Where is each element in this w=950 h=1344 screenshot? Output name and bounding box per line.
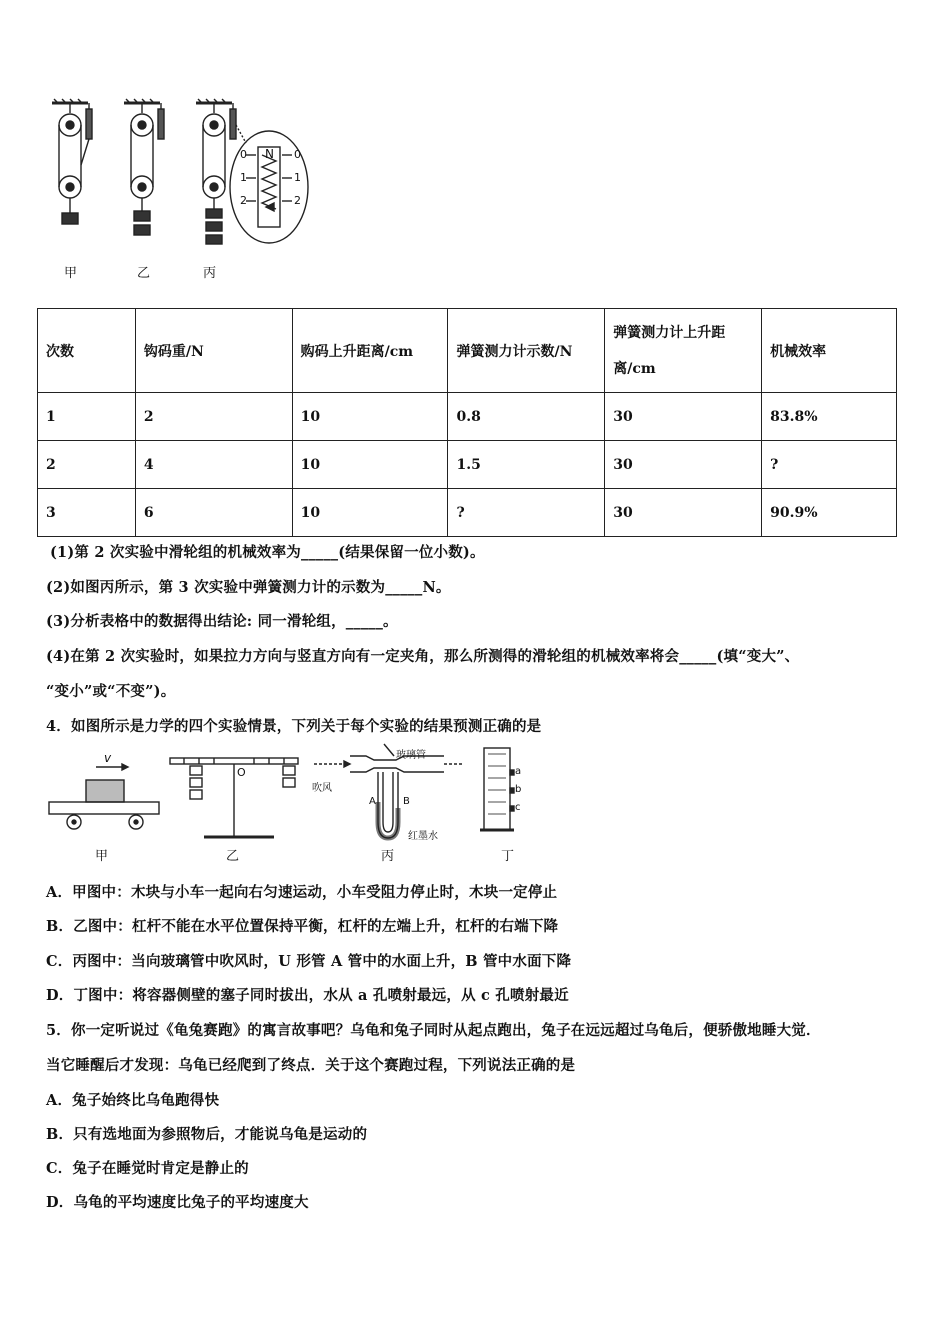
table-header-cell: 弹簧测力计上升距离/cm: [605, 309, 762, 393]
red-water-label: 红墨水: [408, 831, 438, 842]
q5-option-b: B．只有选地面为参照物后，才能说乌龟是运动的: [46, 1126, 368, 1143]
q4-stem: 4．如图所示是力学的四个实验情景，下列关于每个实验的结果预测正确的是: [46, 718, 542, 735]
q4-figure: [44, 742, 544, 867]
table-cell: 0.8: [448, 393, 605, 441]
q5-option-a: A．兔子始终比乌龟跑得快: [46, 1092, 220, 1109]
table-cell: 30: [605, 441, 762, 489]
table-cell: 2: [135, 393, 292, 441]
table-cell: 4: [135, 441, 292, 489]
q3-sub-1: (1)第 2 次实验中滑轮组的机械效率为_____(结果保留一位小数)。: [50, 544, 485, 561]
table-header-cell: 购码上升距离/cm: [292, 309, 448, 393]
scale-tick-right-1: 1: [294, 171, 301, 184]
table-cell: 2: [38, 441, 136, 489]
q5-option-c: C．兔子在睡觉时肯定是静止的: [46, 1160, 249, 1177]
scale-tick-left-0: 0: [240, 148, 247, 161]
cart-diagram: [49, 764, 159, 829]
q5-option-d: D．乌龟的平均速度比兔子的平均速度大: [46, 1194, 309, 1211]
q5-stem-line1: 5．你一定听说过《龟兔赛跑》的寓言故事吧？乌龟和兔子同时从起点跑出，兔子在远远超过乌龟后，便骄傲地睡大觉．: [46, 1022, 821, 1039]
table-cell: 30: [605, 489, 762, 537]
water-container-diagram: [480, 748, 514, 830]
table-cell: 1: [38, 393, 136, 441]
hole-b-label: b: [515, 784, 522, 795]
q3-sub-2: (2)如图丙所示，第 3 次实验中弹簧测力计的示数为_____N。: [46, 579, 451, 596]
q4-caption-jia: 甲: [95, 849, 109, 864]
q3-sub-4-cont: “变小”或“不变”)。: [46, 683, 176, 700]
table-cell: 10: [292, 393, 448, 441]
q4-option-d: D．丁图中：将容器侧壁的塞子同时拔出，水从 a 孔喷射最远，从 c 孔喷射最近: [46, 987, 569, 1004]
table-header-cell: 机械效率: [762, 309, 897, 393]
table-cell: 90.9%: [762, 489, 897, 537]
hole-a-label: a: [515, 766, 522, 777]
scale-tick-right-0: 0: [294, 148, 301, 161]
pulley-caption-bing: 丙: [203, 266, 217, 281]
scale-tick-left-1: 1: [240, 171, 247, 184]
q4-option-b: B．乙图中：杠杆不能在水平位置保持平衡，杠杆的左端上升，杠杆的右端下降: [46, 918, 559, 935]
table-cell: ?: [448, 489, 605, 537]
table-header-cell: 弹簧测力计示数/N: [448, 309, 605, 393]
tube-a-label: A: [369, 796, 376, 807]
table-row: [38, 441, 897, 489]
q4-option-c: C．丙图中：当向玻璃管中吹风时，U 形管 A 管中的水面上升，B 管中水面下降: [46, 953, 572, 970]
table-header-row: [38, 309, 897, 393]
glass-tube-label: 玻璃管: [396, 750, 426, 761]
pulley-caption-yi: 乙: [137, 266, 151, 281]
blow-label: 吹风: [312, 783, 332, 794]
table-cell: 1.5: [448, 441, 605, 489]
q4-option-a: A．甲图中：木块与小车一起向右匀速运动，小车受阻力停止时，木块一定停止: [46, 884, 558, 901]
table-cell: 10: [292, 441, 448, 489]
table-cell: 10: [292, 489, 448, 537]
q4-caption-ding: 丁: [501, 849, 515, 864]
scale-unit-label: N: [265, 147, 274, 161]
q3-sub-3: (3)分析表格中的数据得出结论: 同一滑轮组，_____。: [46, 613, 398, 630]
q3-sub-4: (4)在第 2 次实验时，如果拉力方向与竖直方向有一定夹角，那么所测得的滑轮组的机械效率将会_____(填“变大”、: [46, 648, 800, 665]
table-row: [38, 489, 897, 537]
lever-diagram: [170, 758, 298, 837]
table-cell: ?: [762, 441, 897, 489]
pulley-setup-yi: [124, 99, 164, 235]
scale-tick-left-2: 2: [240, 194, 247, 207]
experiment-table: [37, 308, 897, 537]
table-cell: 3: [38, 489, 136, 537]
pulley-figure: [36, 95, 326, 285]
hole-c-label: c: [515, 802, 521, 813]
q4-caption-bing: 丙: [381, 849, 395, 864]
cart-velocity-label: v: [104, 751, 112, 765]
table-cell: 83.8%: [762, 393, 897, 441]
table-header-cell: 次数: [38, 309, 136, 393]
pulley-caption-jia: 甲: [64, 266, 78, 281]
q5-stem-line2: 当它睡醒后才发现：乌龟已经爬到了终点．关于这个赛跑过程，下列说法正确的是: [46, 1057, 576, 1074]
table-cell: 6: [135, 489, 292, 537]
u-tube-diagram: [314, 744, 462, 838]
tube-b-label: B: [403, 796, 410, 807]
table-row: [38, 393, 897, 441]
q4-caption-yi: 乙: [226, 849, 240, 864]
table-header-cell: 钩码重/N: [135, 309, 292, 393]
table-cell: 30: [605, 393, 762, 441]
lever-pivot-label: O: [237, 766, 246, 779]
scale-tick-right-2: 2: [294, 194, 301, 207]
pulley-setup-jia: [52, 99, 92, 224]
